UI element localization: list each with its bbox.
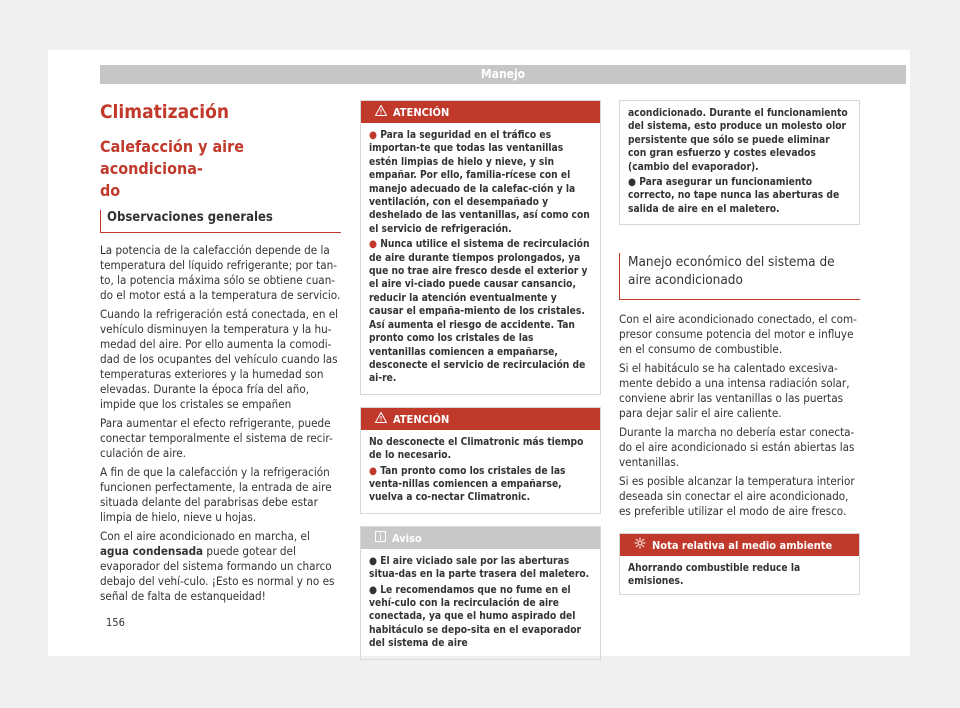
notice-box xyxy=(360,526,601,660)
section-title-line1: Calefacción y aire acondiciona- xyxy=(100,137,244,178)
section-title-economic: Manejo económico del sistema de aire acondicionado xyxy=(619,253,860,300)
paragraph-econ-1: Con el aire acondicionado conectado, el com-presor consume potencia del motor e influye en el consumo de combustible. xyxy=(619,312,857,357)
warning-1-bullet-2-text: Nunca utilice el sistema de recirculación de aire durante tiempos prolongados, ya que no trae aire fresco desde el exterior y el aire vi-ciado puede causar cansancio, reducir la atención eventualmente y causar el empaña-miento de los cristales. Así aumenta el riesgo de accidente. Tan pronto como los cristales de las ventanillas comiencen a empañarse, desconecte el servicio de recirculación de ai-re. xyxy=(369,239,590,385)
warning-box-2-header xyxy=(361,408,600,430)
paragraph-5-bold: agua condensada xyxy=(100,544,204,558)
paragraph-econ-2: Si el habitáculo se ha calentado excesiva-mente debido a una intensa radiación solar, conviene abrir las ventanillas o las puertas para dejar salir el aire caliente. xyxy=(619,361,850,421)
paragraph-5-post: puede gotear del evaporador del sistema formando un charco debajo del vehí-culo. ¡Esto es normal y no es señal de falta de estanqueidad! xyxy=(100,544,335,603)
environment-note-body: Ahorrando combustible reduce la emisiones. xyxy=(628,563,801,588)
manual-page xyxy=(48,50,910,656)
paragraph-1: La potencia de la calefacción depende de la temperatura del líquido refrigerante; por tan-to, la potencia máxima sólo se obtiene cuan-do el motor está a la temperatura de servicio. xyxy=(100,243,341,302)
notice-bullet-1-text: El aire viciado sale por las aberturas situa-das en la parte trasera del maletero. xyxy=(369,555,590,581)
environment-note-box xyxy=(619,533,860,595)
notice-box-title: Aviso xyxy=(392,531,422,545)
paragraph-5 xyxy=(100,529,341,604)
warning-2-bullet-1 xyxy=(369,465,592,505)
warning-box-1-header xyxy=(361,101,600,123)
bullet-icon: ● xyxy=(369,555,381,567)
warning-box-1-body xyxy=(361,123,600,394)
warning-box-1-title: ATENCIÓN xyxy=(393,106,450,119)
bullet-icon: ● xyxy=(369,239,381,251)
section-title-line2: do xyxy=(100,181,121,200)
warning-triangle-icon xyxy=(375,408,387,430)
notice-box-continued xyxy=(619,100,860,225)
notice-continued-bullet-text: Para asegurar un funcionamiento correcto, no tape nunca las aberturas de salida de aire en el maletero. xyxy=(628,177,840,215)
warning-2-bullet-1-text: Tan pronto como los cristales de las venta-nillas comiencen a empañarse, vuelva a co-nectar Climatronic. xyxy=(369,465,566,504)
chapter-title: Climatización xyxy=(100,101,230,123)
warning-box-2 xyxy=(360,407,601,514)
paragraph-2: Cuando la refrigeración está conectada, en el vehículo disminuyen la temperatura y la hu-medad del aire. Por ello aumenta la comodi-dad de los ocupantes del vehículo cuando las temperaturas exteriores y la humedad son elevadas. Durante la época fría del año, impide que los cristales se empañen xyxy=(100,307,339,411)
environment-note-title: Nota relativa al medio ambiente xyxy=(652,539,833,553)
bullet-icon: ● xyxy=(628,177,640,189)
warning-2-text: No desconecte el Climatronic más tiempo de lo necesario. xyxy=(369,436,584,462)
paragraph-4: A fin de que la calefacción y la refrigeración funcionen perfectamente, la entrada de aire situada delante del parabrisas debe estar limpia de hielo, nieve u hojas. xyxy=(100,465,332,524)
page-number: 156 xyxy=(106,616,125,629)
notice-bullet-2 xyxy=(369,584,592,651)
paragraph-5-pre: Con el aire acondicionado en marcha, el xyxy=(100,529,310,543)
leaf-icon xyxy=(634,534,646,556)
notice-box-continued-body xyxy=(620,101,859,224)
paragraph-econ-3: Durante la marcha no debería estar conecta-do el aire acondicionado si están abiertas las ventanillas. xyxy=(619,425,855,470)
chapter-header: Manejo xyxy=(100,65,906,84)
warning-box-2-title: ATENCIÓN xyxy=(393,412,450,426)
subsection-title: Observaciones generales xyxy=(100,210,341,233)
notice-bullet-1 xyxy=(369,555,592,582)
warning-triangle-icon xyxy=(375,101,387,123)
notice-continued-text: acondicionado. Durante el funcionamiento del sistema, esto produce un molesto olor persistente que sólo se puede eliminar con gran esfuerzo y costes elevados (cambio del evaporador). xyxy=(628,108,848,173)
notice-bullet-2-text: Le recomendamos que no fume en el vehí-culo con la recirculación de aire conectada, ya que el humo aspirado del habitáculo se depo-sita en el evaporador del sistema de aire xyxy=(369,584,582,650)
notice-continued-bullet xyxy=(628,176,851,216)
paragraph-3: Para aumentar el efecto refrigerante, puede conectar temporalmente el sistema de recir-culación de aire. xyxy=(100,416,333,460)
paragraph-econ-4: Si es posible alcanzar la temperatura interior deseada sin conectar el aire acondicionado, es preferible utilizar el modo de aire fresco. xyxy=(619,474,855,519)
section-title xyxy=(100,136,341,202)
notice-box-header xyxy=(361,527,600,549)
warning-box-1 xyxy=(360,100,601,395)
bullet-icon: ● xyxy=(369,130,381,141)
warning-1-bullet-1 xyxy=(369,129,592,236)
warning-1-bullet-2 xyxy=(369,238,592,385)
column-left xyxy=(100,100,341,604)
environment-note-header xyxy=(620,534,859,556)
bullet-icon: ● xyxy=(369,584,381,596)
column-right xyxy=(619,100,860,595)
info-icon xyxy=(375,527,386,549)
column-middle xyxy=(360,100,601,672)
notice-box-body xyxy=(361,549,600,659)
warning-box-2-body xyxy=(361,430,600,513)
warning-1-bullet-1-text: Para la seguridad en el tráfico es importan-te que todas las ventanillas estén limpias de hielo y nieve, y sin empañar. Por ello, familia-rícese con el manejo adecuado de la calefac-ción y la ventilación, con el desempañado y deshelado de las ventanillas, así como con el servicio de refrigeración. xyxy=(369,130,590,235)
bullet-icon: ● xyxy=(369,465,381,477)
